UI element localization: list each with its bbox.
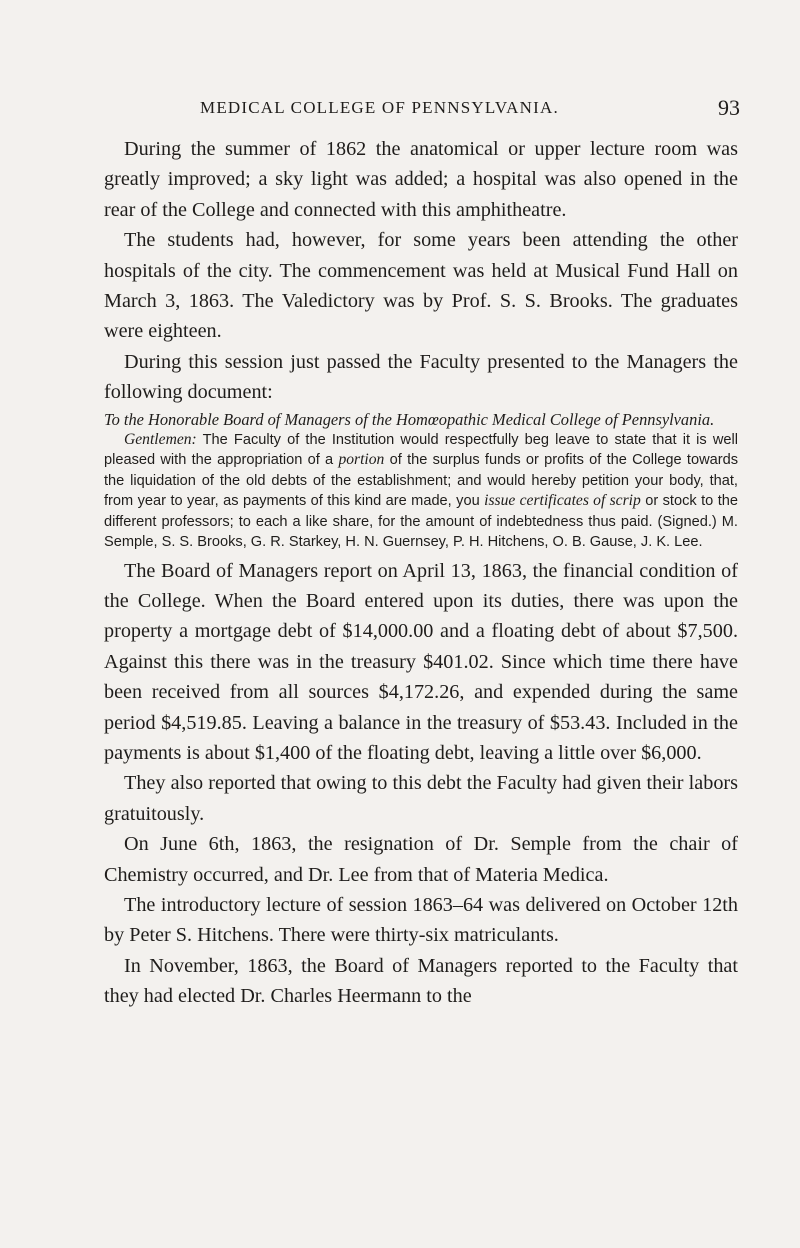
page-header	[200, 96, 740, 120]
memo-body	[104, 430, 738, 552]
memo-text-3: or stock to the different professors; to each a like share, for the amount of indebtedness thus paid. (Signed.) M. Semple, S. S. Brooks, G. R. Starkey, H. N. Guernsey, P. H. Hitchens, O. B. Gause, J. K. Lee.	[104, 493, 739, 551]
memo-text-1: The Faculty of the Institution would respectfully beg leave to state that it is well pleased with the appropriation of a	[104, 432, 738, 469]
paragraph-anatomical-room: During the summer of 1862 the anatomical or upper lecture room was greatly improved; a sky light was added; a hospital was also opened in the rear of the College and connected with this amphitheatre.	[104, 138, 738, 221]
paragraph-faculty-document: During this session just passed the Faculty presented to the Managers the following document:	[104, 350, 738, 404]
paragraph-introductory-lecture: The introductory lecture of session 1863–64 was delivered on October 12th by Peter S. Hitchens. There were thirty-six matriculants.	[104, 893, 738, 947]
memo-portion: portion	[338, 451, 385, 469]
memo-text-2: of the surplus funds or profits of the College towards the liquidation of the old debts of the establishment; and would hereby petition your body, that, from year to year, as payments of this kind are made, you	[104, 452, 738, 510]
memo-issue-certificates: issue certificates of scrip	[484, 492, 641, 510]
memo-salutation: Gentlemen:	[124, 431, 197, 449]
paragraph-commencement: The students had, however, for some years been attending the other hospitals of the city. The commencement was held at Musical Fund Hall on March 3, 1863. The Valedictory was by Prof. S. S. Brooks. The graduates were eighteen.	[104, 229, 738, 343]
page-number: 93	[718, 95, 740, 120]
running-head: MEDICAL COLLEGE OF PENNSYLVANIA.	[200, 98, 559, 117]
paragraph-resignation: On June 6th, 1863, the resignation of Dr. Semple from the chair of Chemistry occurred, and Dr. Lee from that of Materia Medica.	[104, 833, 738, 886]
memo-heading: To the Honorable Board of Managers of the Homœopathic Medical College of Pennsylvania.	[104, 409, 715, 429]
paragraph-financial-report: The Board of Managers report on April 13, 1863, the financial condition of the College. When the Board entered upon its duties, there was upon the property a mortgage debt of $14,000.00 and a floating debt of about $7,500. Against this there was in the treasury $401.02. Since which time there have been received from all sources $4,172.26, and expended during the same period $4,519.85. Leaving a balance in the treasury of $53.43. Included in the payments is about $1,400 of the floating debt, leaving a little over $6,000.	[104, 559, 738, 764]
page-body	[104, 134, 738, 1012]
paragraph-gratuitous-labors: They also reported that owing to this debt the Faculty had given their labors gratuitously.	[104, 772, 738, 825]
paragraph-november-report: In November, 1863, the Board of Managers reported to the Faculty that they had elected Dr. Charles Heermann to the	[104, 954, 738, 1008]
